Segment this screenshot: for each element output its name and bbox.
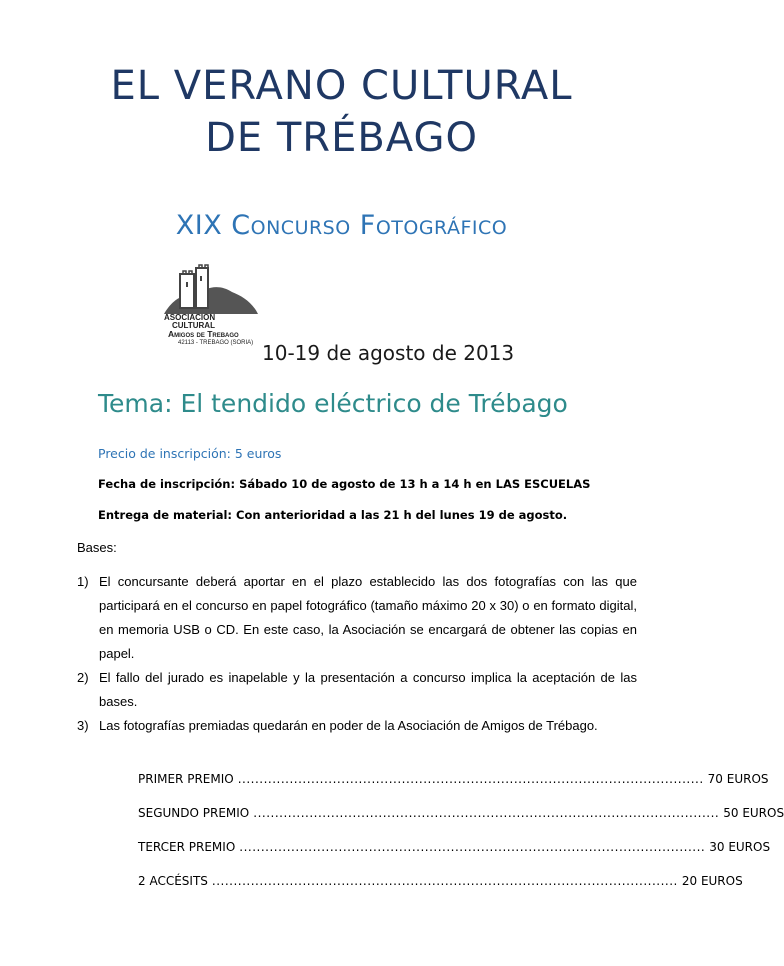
registration-date: Fecha de inscripción: Sábado 10 de agosto de 13 h a 14 h en LAS ESCUELAS bbox=[98, 477, 591, 491]
contest-subtitle: XIX Concurso Fotográfico bbox=[175, 210, 508, 241]
page-title-line-2: DE TRÉBAGO bbox=[205, 115, 478, 161]
prize-row bbox=[138, 806, 784, 840]
bases-heading: Bases: bbox=[77, 540, 117, 555]
list-item bbox=[77, 714, 637, 738]
prize-name: PRIMER PREMIO bbox=[138, 772, 234, 786]
association-logo-text bbox=[162, 314, 258, 347]
prize-amount: 50 EUROS bbox=[723, 806, 784, 820]
prize-row bbox=[138, 772, 769, 806]
list-item-number: 1) bbox=[77, 574, 89, 589]
prize-name: TERCER PREMIO bbox=[138, 840, 236, 854]
prize-amount: 70 EUROS bbox=[707, 772, 769, 786]
material-delivery: Entrega de material: Con anterioridad a las 21 h del lunes 19 de agosto. bbox=[98, 508, 568, 522]
dot-leader: ............................................................................................................ bbox=[253, 806, 720, 820]
dot-leader: ............................................................................................................ bbox=[237, 772, 704, 786]
event-dates: 10-19 de agosto de 2013 bbox=[262, 341, 515, 365]
list-item-text: El fallo del jurado es inapelable y la presentación a concurso implica la aceptación de las bases. bbox=[99, 670, 637, 709]
logo-line-1: ASOCIACION bbox=[164, 313, 216, 322]
list-item-number: 3) bbox=[77, 718, 89, 733]
list-item-text: El concursante deberá aportar en el plazo establecido las dos fotografías con las que participará en el concurso en papel fotográfico (tamaño máximo 20 x 30) o en formato digital, en memoria USB o CD. En este caso, la Asociación se encargará de obtener las copias en papel. bbox=[99, 574, 637, 661]
page-title-line-1: EL VERANO CULTURAL bbox=[110, 63, 573, 109]
list-item-text: Las fotografías premiadas quedarán en poder de la Asociación de Amigos de Trébago. bbox=[99, 718, 598, 733]
contest-theme: Tema: El tendido eléctrico de Trébago bbox=[98, 389, 568, 418]
prize-row bbox=[138, 874, 743, 908]
prize-amount: 20 EUROS bbox=[681, 874, 743, 888]
list-item-number: 2) bbox=[77, 670, 89, 685]
prize-name: 2 ACCÉSITS bbox=[138, 874, 208, 888]
list-item bbox=[77, 666, 637, 714]
prize-list bbox=[138, 772, 784, 908]
logo-line-4: 42113 - TREBAGO (SORIA) bbox=[178, 340, 254, 346]
registration-price: Precio de inscripción: 5 euros bbox=[98, 446, 282, 461]
prize-name: SEGUNDO PREMIO bbox=[138, 806, 250, 820]
list-item bbox=[77, 570, 637, 666]
bases-list bbox=[77, 570, 637, 738]
dot-leader: ............................................................................................................ bbox=[239, 840, 706, 854]
logo-line-2: CULTURAL bbox=[172, 321, 215, 330]
dot-leader: ............................................................................................................ bbox=[211, 874, 678, 888]
prize-row bbox=[138, 840, 771, 874]
prize-amount: 30 EUROS bbox=[709, 840, 771, 854]
logo-line-3: Amigos de Trebago bbox=[168, 329, 239, 339]
